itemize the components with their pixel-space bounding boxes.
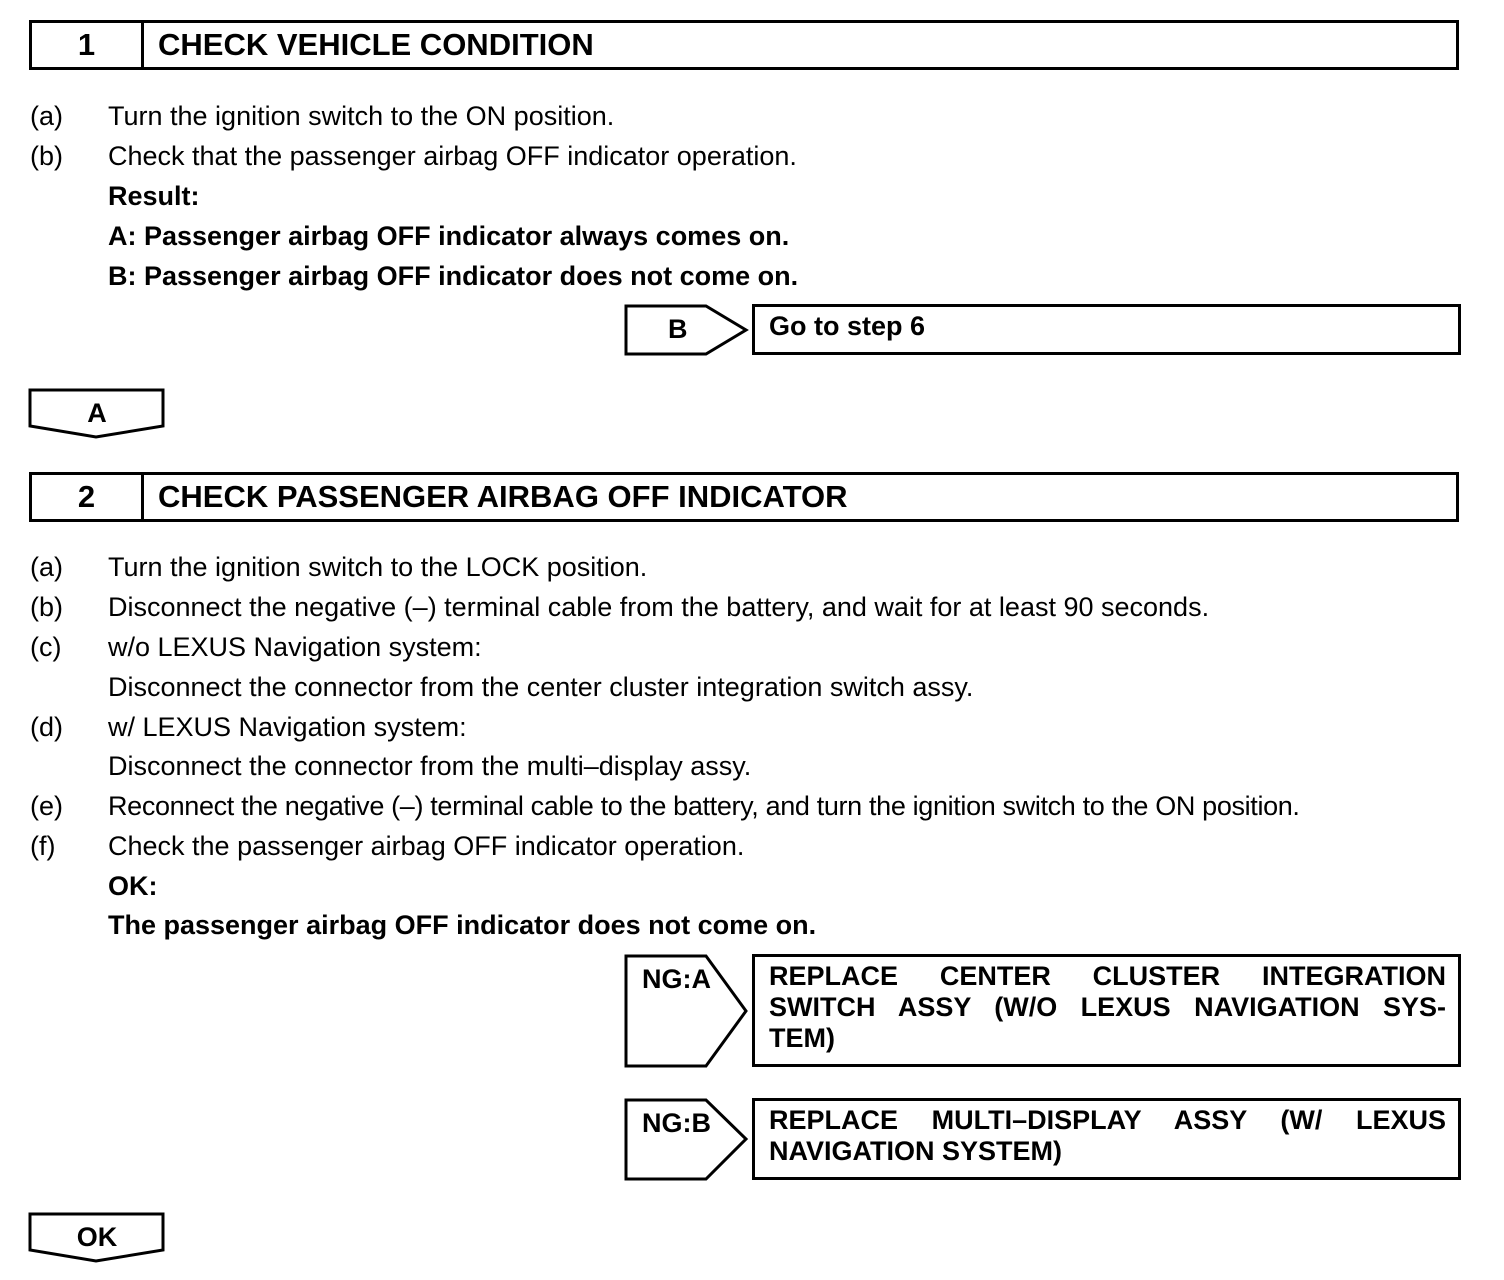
branch-ng-b-result-box bbox=[752, 1098, 1461, 1180]
branch-b-result-text: Go to step 6 bbox=[769, 311, 926, 341]
step-2-number: 2 bbox=[32, 475, 144, 519]
step-2-header bbox=[29, 472, 1459, 522]
step-2-item-b-label: (b) bbox=[30, 592, 63, 622]
branch-ng-a-tag: NG:A bbox=[642, 964, 711, 994]
step-2-item-c-detail: Disconnect the connector from the center cluster integration switch assy. bbox=[108, 672, 974, 702]
step-2-title: CHECK PASSENGER AIRBAG OFF INDICATOR bbox=[158, 479, 848, 514]
step-2-item-d-detail: Disconnect the connector from the multi–display assy. bbox=[108, 751, 752, 781]
continue-a-tag: A bbox=[87, 398, 107, 428]
step-2-item-f-label: (f) bbox=[30, 831, 56, 861]
step-1-number: 1 bbox=[32, 23, 144, 67]
step-2-item-f-text: Check the passenger airbag OFF indicator operation. bbox=[108, 831, 745, 861]
continue-ok-tag: OK bbox=[76, 1222, 118, 1252]
step-1-result-a: A: Passenger airbag OFF indicator always comes on. bbox=[108, 221, 790, 251]
branch-ng-b-line-2: NAVIGATION SYSTEM) bbox=[769, 1136, 1063, 1166]
branch-b-result-box bbox=[752, 304, 1461, 355]
branch-ng-b-tag: NG:B bbox=[642, 1108, 711, 1138]
step-2-item-d-label: (d) bbox=[30, 712, 63, 742]
step-1-item-a-label: (a) bbox=[30, 101, 63, 131]
step-1-result-b: B: Passenger airbag OFF indicator does not come on. bbox=[108, 261, 799, 291]
branch-ng-a-line-1: REPLACE CENTER CLUSTER INTEGRATION bbox=[769, 961, 1446, 991]
step-2-item-d-text: w/ LEXUS Navigation system: bbox=[108, 712, 467, 742]
step-1-item-b-label: (b) bbox=[30, 141, 63, 171]
step-2-item-c-text: w/o LEXUS Navigation system: bbox=[108, 632, 482, 662]
step-2-ok-heading: OK: bbox=[108, 871, 158, 901]
step-2-ok-text: The passenger airbag OFF indicator does not come on. bbox=[108, 910, 817, 940]
step-2-item-a-label: (a) bbox=[30, 552, 63, 582]
branch-ng-a-result-box bbox=[752, 954, 1461, 1067]
step-2-item-b-text: Disconnect the negative (–) terminal cable from the battery, and wait for at least 90 seconds. bbox=[108, 592, 1210, 622]
branch-ng-a-line-2: SWITCH ASSY (W/O LEXUS NAVIGATION SYS- bbox=[769, 992, 1446, 1022]
step-1-item-b-text: Check that the passenger airbag OFF indicator operation. bbox=[108, 141, 797, 171]
step-1-title: CHECK VEHICLE CONDITION bbox=[158, 27, 594, 62]
step-2-item-e-label: (e) bbox=[30, 791, 63, 821]
step-2-item-e-text: Reconnect the negative (–) terminal cable to the battery, and turn the ignition switch to the ON position. bbox=[108, 791, 1300, 821]
step-1-result-heading: Result: bbox=[108, 181, 200, 211]
branch-ng-a-line-3: TEM) bbox=[769, 1023, 835, 1053]
branch-b-tag: B bbox=[668, 314, 688, 344]
branch-ng-b-line-1: REPLACE MULTI–DISPLAY ASSY (W/ LEXUS bbox=[769, 1105, 1446, 1135]
step-2-item-a-text: Turn the ignition switch to the LOCK position. bbox=[108, 552, 648, 582]
step-1-item-a-text: Turn the ignition switch to the ON position. bbox=[108, 101, 615, 131]
step-2-item-c-label: (c) bbox=[30, 632, 62, 662]
step-1-header bbox=[29, 20, 1459, 70]
